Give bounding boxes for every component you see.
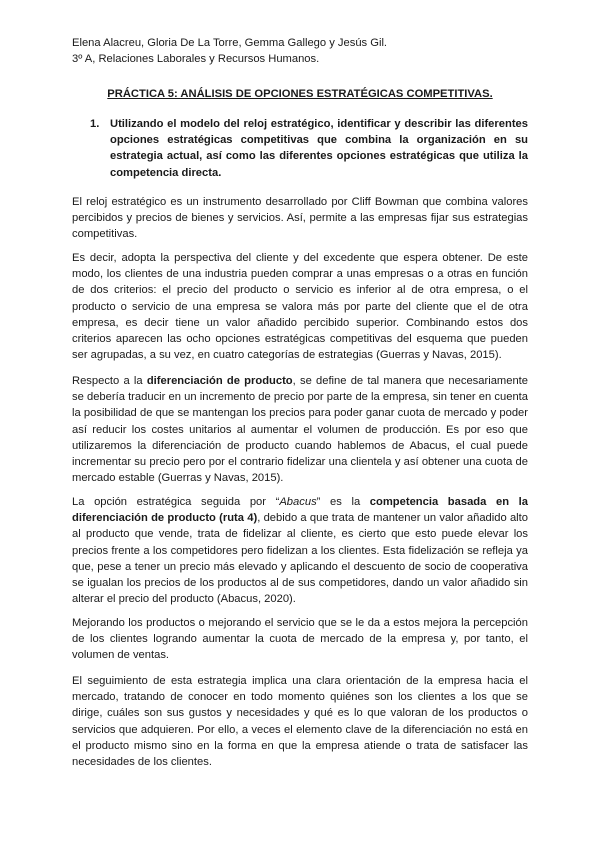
paragraph-4 xyxy=(72,494,528,607)
question-item xyxy=(90,116,528,181)
paragraph-5: Mejorando los productos o mejorando el servicio que se le da a estos mejora la percepción de los clientes logrando aumentar la cuota de mercado de la empresa y, por tanto, el volumen de ventas. xyxy=(72,617,528,662)
question-text: Utilizando el modelo del reloj estratégico, identificar y describir las diferentes opciones estratégicas competitivas que combina la organización en su estrategia actual, así como las diferentes opciones estratégicas que utiliza la competencia directa. xyxy=(110,118,528,179)
paragraph-4-text-c: , debido a que trata de mantener un valor añadido alto al producto que vende, trata de fidelizar al cliente, es cierto que esto puede elevar los precios frente a los competidores pero fidelizan a los clientes. Esta fidelización se refleja ya que, pese a tener un precio más elevado y aplicando el descuento de socio de cooperativa se igualan los precios de los productos al de sus competidores, dando un valor añadido sin alterar el precio del producto (Abacus, 2020). xyxy=(72,512,528,606)
paragraph-4-text-b: ” es la xyxy=(316,496,370,508)
paragraph-4-bold: competencia basada en la diferenciación de producto (ruta 4) xyxy=(72,496,528,525)
paragraph-2: Es decir, adopta la perspectiva del cliente y del excedente que espera obtener. De este modo, los clientes de una industria pueden comprar a unas empresas o a otras en función de dos criterios: el precio del producto o servicio es inferior al de otra empresa, o el producto o servicio de una empresa se valora más por parte del cliente que el de otra empresa, es decir tiene un valor añadido percibido superior. Combinando estos dos criterios aparecen las ocho opciones estratégicas competitivas del esquema que pueden ser agrupadas, a su vez, en cuatro categorías de estrategias (Guerras y Navas, 2015). xyxy=(72,252,528,362)
authors-line: Elena Alacreu, Gloria De La Torre, Gemma Gallego y Jesús Gil. xyxy=(72,37,388,49)
question-number: 1. xyxy=(90,118,100,130)
paragraph-3-bold: diferenciación de producto xyxy=(146,375,293,387)
paragraph-3-text-b: , se define de tal manera que necesariamente se debería traducir en un incremento de precio por parte de la empresa, sin tener en cuenta la posibilidad de que se mantengan los precios para poder ganar cuota de mercado y poder así reducir los costes unitarios al aumentar el volumen de producción. Es por eso que utilizaremos la diferenciación de producto cuando hablemos de Abacus, el cual puede incrementar su precio pero por el contrario fidelizar una clientela y así obtener una cuota de mercado estable (Guerras y Navas, 2015). xyxy=(72,375,529,485)
course-line: 3º A, Relaciones Laborales y Recursos Humanos. xyxy=(72,53,320,65)
paragraph-4-text-a: La opción estratégica seguida por “ xyxy=(72,496,280,508)
page-title: PRÁCTICA 5: ANÁLISIS DE OPCIONES ESTRATÉGICAS COMPETITIVAS. xyxy=(107,88,493,100)
paragraph-4-italic: Abacus xyxy=(279,496,317,508)
paragraph-6: El seguimiento de esta estrategia implica una clara orientación de la empresa hacia el mercado, tratando de conocer en todo momento quiénes son los clientes a los que se dirige, cuáles son sus gustos y necesidades y qué es lo que valoran de los productos o servicios que adquieren. Por ello, a veces el elemento clave de la diferenciación no está en el producto mismo sino en la forma en que la empresa atiende o trata de satisfacer las necesidades de los clientes. xyxy=(72,675,528,769)
paragraph-3-text-a: Respecto a la xyxy=(72,375,147,387)
document-header xyxy=(72,35,387,67)
paragraph-3 xyxy=(72,373,528,486)
paragraph-1: El reloj estratégico es un instrumento desarrollado por Cliff Bowman que combina valores percibidos y precios de bienes y servicios. Así, permite a las empresas fijar sus estrategias competitivas. xyxy=(72,196,528,241)
